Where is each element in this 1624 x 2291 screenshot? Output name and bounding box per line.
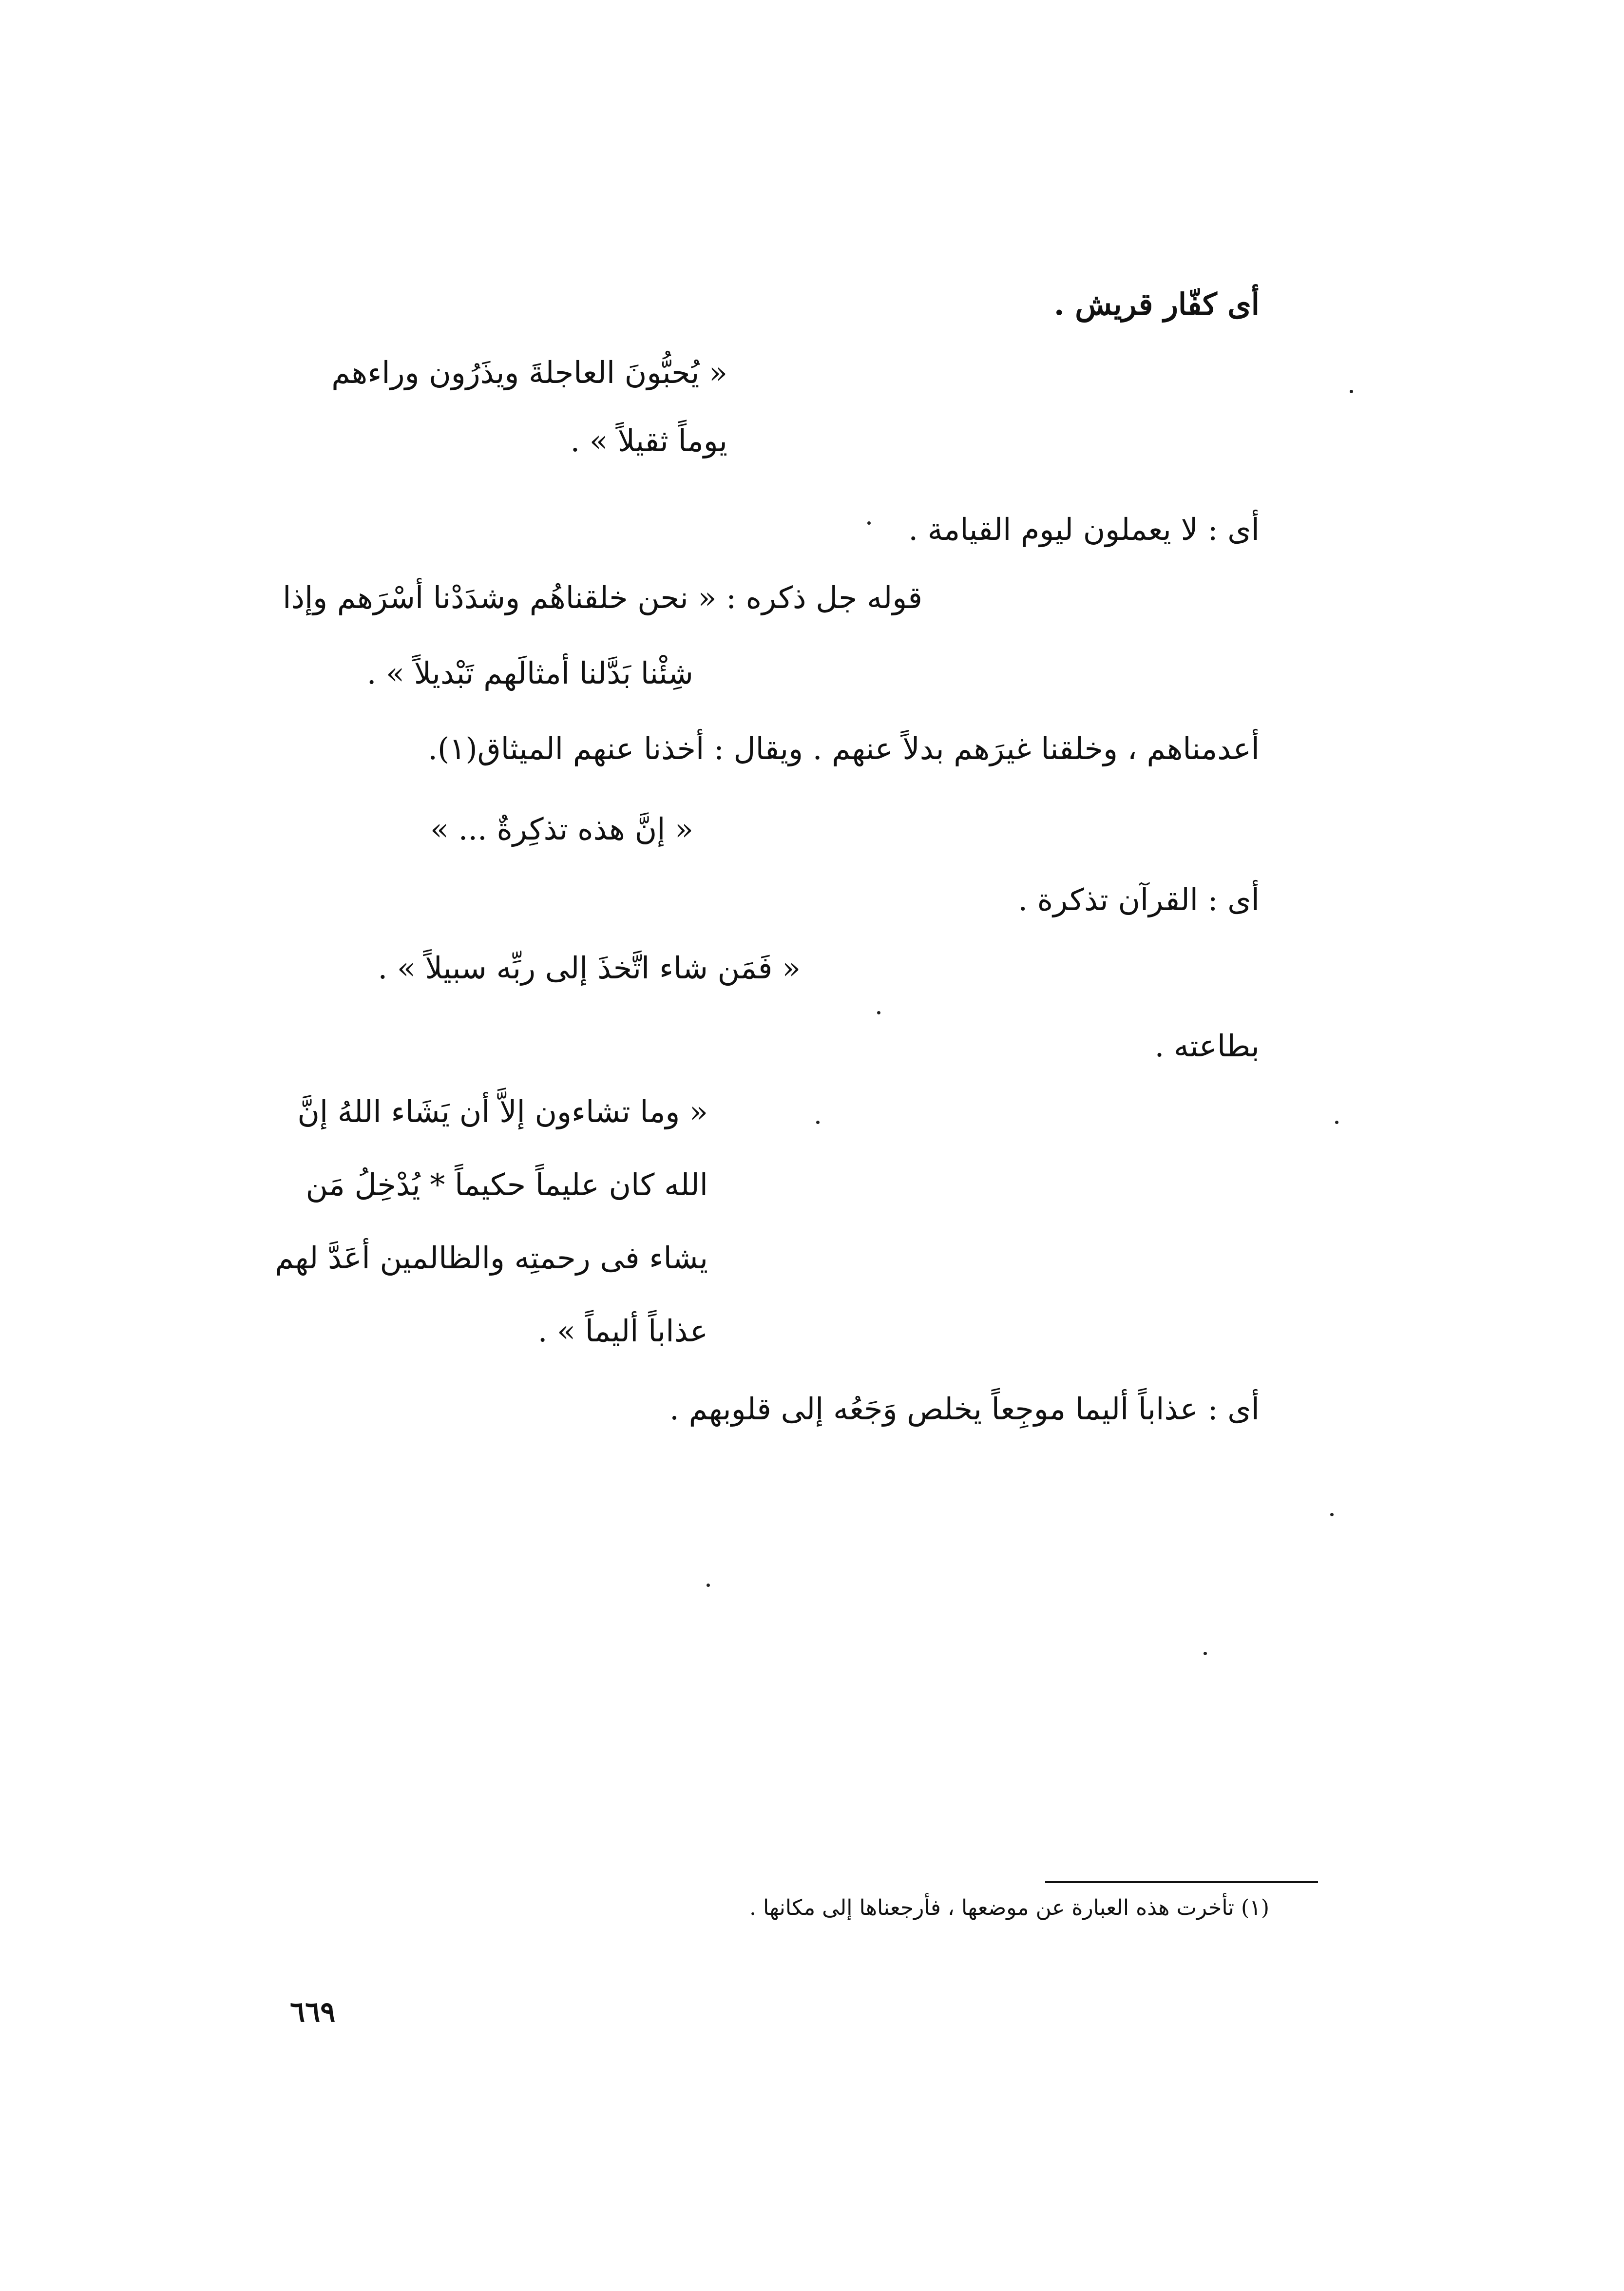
page-number: ٦٦٩ xyxy=(290,1995,336,2028)
scan-speck xyxy=(1330,1513,1334,1516)
text-line-14: يشاء فى رحمتِه والظالمين أعَدَّ لهم xyxy=(275,1240,708,1276)
text-line-3: يوماً ثقيلاً » . xyxy=(570,423,727,458)
scan-speck xyxy=(877,1011,880,1014)
scan-speck xyxy=(1204,1652,1207,1655)
scan-speck xyxy=(1350,390,1353,393)
text-line-6: شِئْنا بَدَّلنا أمثالَهم تَبْديلاً » . xyxy=(366,655,693,691)
text-line-13: الله كان عليماً حكيماً * يُدْخِلُ مَن xyxy=(306,1167,708,1203)
footnote-rule xyxy=(1045,1881,1318,1883)
text-line-11: بطاعته . xyxy=(1154,1028,1260,1064)
text-line-9: أى : القرآن تذكرة . xyxy=(1018,882,1260,917)
text-line-4: أى : لا يعملون ليوم القيامة . xyxy=(908,512,1260,547)
scan-speck xyxy=(816,1121,820,1124)
scan-speck xyxy=(707,1584,710,1587)
text-line-12: « وما تشاءون إلاَّ أن يَشَاء اللهُ إنَّ xyxy=(297,1094,708,1129)
text-line-8: « إنَّ هذه تذكِرةٌ ... » xyxy=(430,811,693,847)
text-line-16: أى : عذاباً أليما موجِعاً يخلص وَجَعُه إلى قلوبهم . xyxy=(669,1391,1260,1427)
text-line-15: عذاباً أليماً » . xyxy=(537,1313,708,1349)
text-line-2: « يُحبُّونَ العاجلةَ ويذَرُون وراءهم xyxy=(331,355,727,390)
text-line-7: أعدمناهم ، وخلقنا غيرَهم بدلاً عنهم . ويقال : أخذنا عنهم الميثاق(١). xyxy=(428,731,1260,766)
text-line-1: أى كفّار قريش . xyxy=(1054,286,1260,322)
scan-speck xyxy=(1335,1121,1338,1124)
text-line-5: قوله جل ذكره : « نحن خلقناهُم وشدَدْنا أسْرَهم وإذا xyxy=(283,580,922,615)
footnote-text: (١) تأخرت هذه العبارة عن موضعها ، فأرجعناها إلى مكانها . xyxy=(749,1895,1269,1920)
scan-speck xyxy=(867,521,871,525)
text-line-10: « فَمَن شاء اتَّخذَ إلى ربِّه سبيلاً » . xyxy=(378,950,801,986)
